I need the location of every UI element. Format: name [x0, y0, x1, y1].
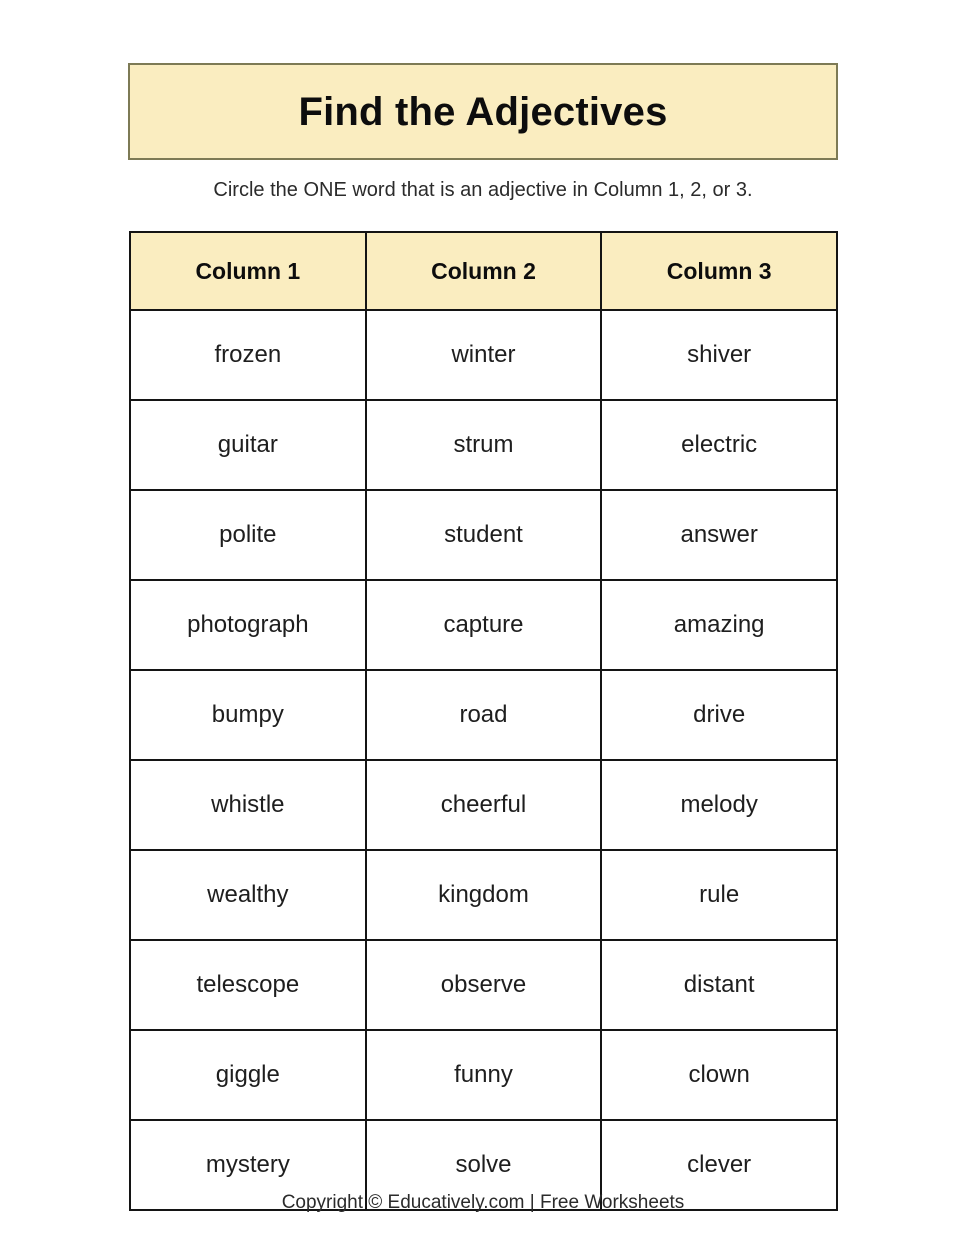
table-row [130, 400, 837, 490]
word-cell[interactable]: cheerful [366, 760, 602, 850]
column-header-2: Column 2 [366, 232, 602, 310]
word-cell[interactable]: clever [601, 1120, 837, 1210]
word-cell[interactable]: distant [601, 940, 837, 1030]
word-cell[interactable]: mystery [130, 1120, 366, 1210]
table-row [130, 490, 837, 580]
word-cell[interactable]: clown [601, 1030, 837, 1120]
word-cell[interactable]: amazing [601, 580, 837, 670]
table-header-row [130, 232, 837, 310]
table-row [130, 940, 837, 1030]
word-cell[interactable]: capture [366, 580, 602, 670]
word-cell[interactable]: answer [601, 490, 837, 580]
word-cell[interactable]: rule [601, 850, 837, 940]
word-cell[interactable]: bumpy [130, 670, 366, 760]
table-row [130, 1030, 837, 1120]
word-cell[interactable]: photograph [130, 580, 366, 670]
word-cell[interactable]: winter [366, 310, 602, 400]
word-cell[interactable]: wealthy [130, 850, 366, 940]
word-cell[interactable]: guitar [130, 400, 366, 490]
column-header-1: Column 1 [130, 232, 366, 310]
table-body [130, 310, 837, 1210]
footer-copyright: Copyright © Educatively.com | Free Worksheets [281, 1192, 685, 1213]
table-header [130, 232, 837, 310]
word-cell[interactable]: giggle [130, 1030, 366, 1120]
word-cell[interactable]: electric [601, 400, 837, 490]
word-cell[interactable]: melody [601, 760, 837, 850]
word-cell[interactable]: kingdom [366, 850, 602, 940]
instruction-text: Circle the ONE word that is an adjective in Column 1, 2, or 3. [213, 179, 753, 201]
word-cell[interactable]: frozen [130, 310, 366, 400]
word-table [129, 231, 838, 1211]
word-cell[interactable]: shiver [601, 310, 837, 400]
word-cell[interactable]: strum [366, 400, 602, 490]
table-row [130, 580, 837, 670]
table-row [130, 850, 837, 940]
column-header-3: Column 3 [601, 232, 837, 310]
title-banner [128, 63, 838, 160]
word-cell[interactable]: funny [366, 1030, 602, 1120]
word-cell[interactable]: road [366, 670, 602, 760]
table-row [130, 310, 837, 400]
table-row [130, 670, 837, 760]
word-cell[interactable]: solve [366, 1120, 602, 1210]
word-cell[interactable]: observe [366, 940, 602, 1030]
word-cell[interactable]: whistle [130, 760, 366, 850]
word-cell[interactable]: telescope [130, 940, 366, 1030]
word-cell[interactable]: drive [601, 670, 837, 760]
page-title: Find the Adjectives [298, 89, 668, 134]
word-cell[interactable]: student [366, 490, 602, 580]
table-row [130, 760, 837, 850]
word-cell[interactable]: polite [130, 490, 366, 580]
